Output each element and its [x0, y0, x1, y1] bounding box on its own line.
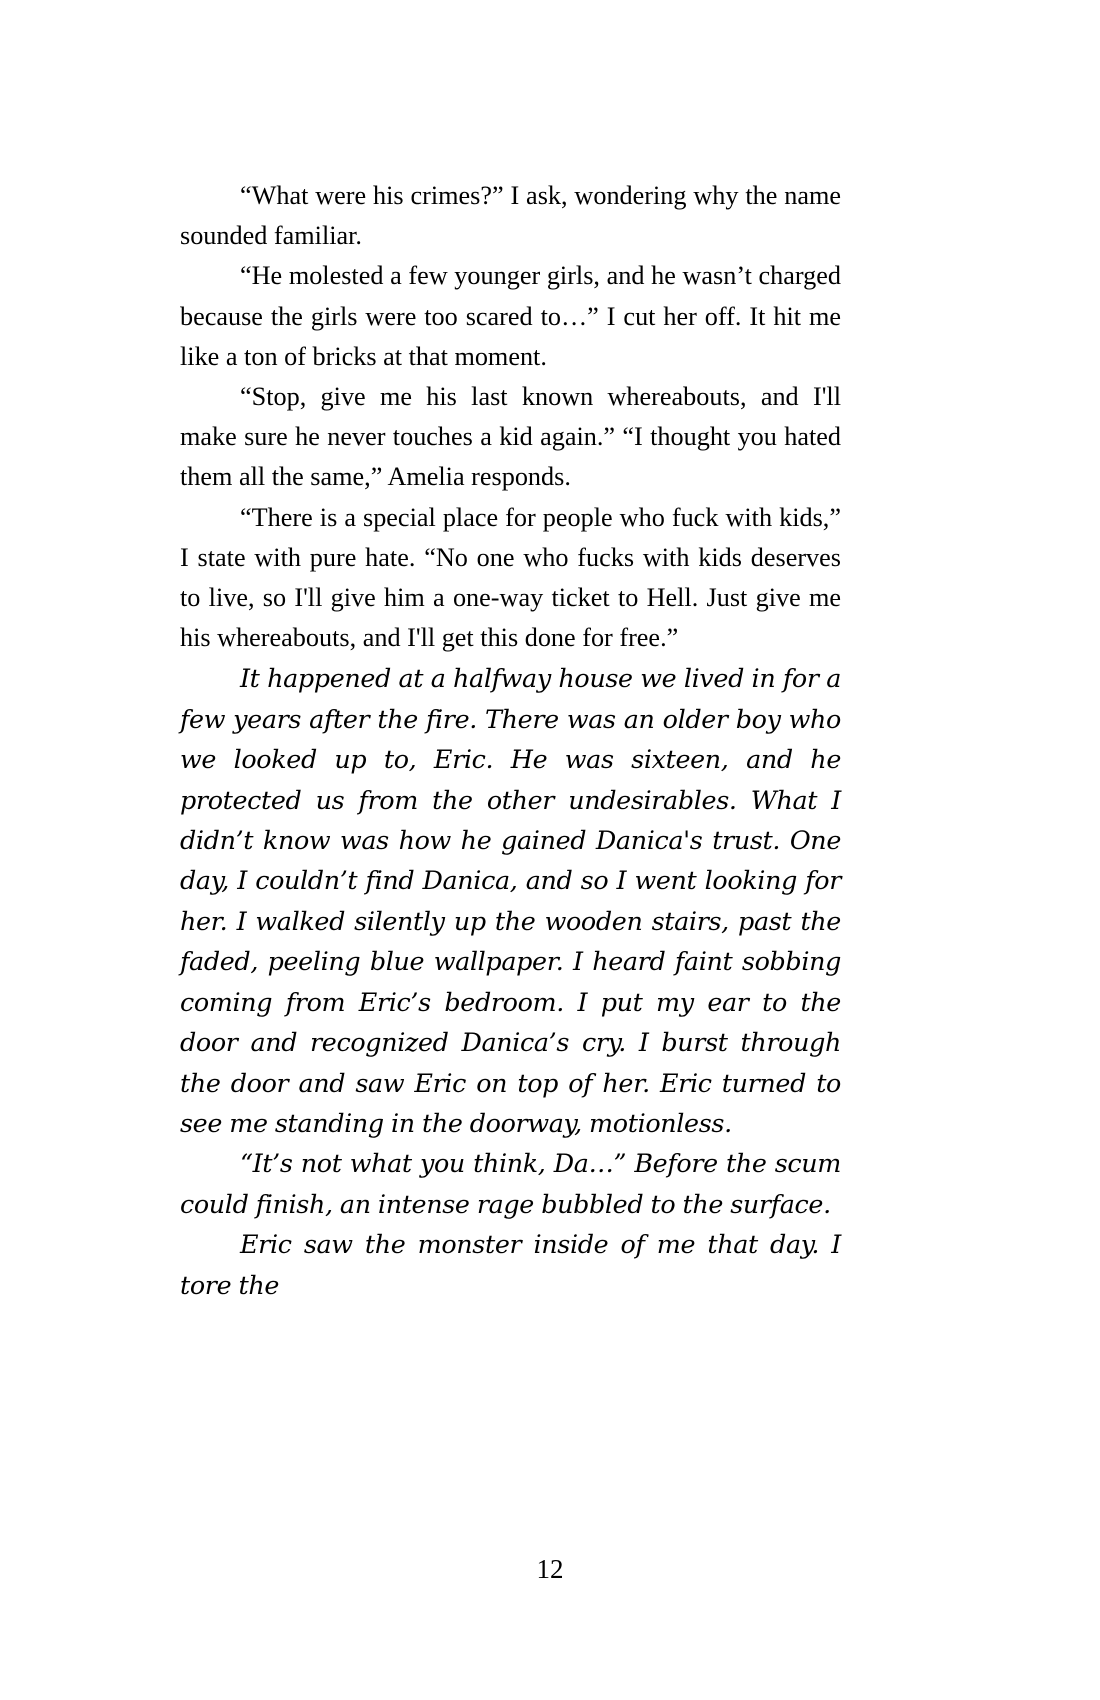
paragraph-1: “What were his crimes?” I ask, wondering why the name sounded familiar.: [180, 181, 841, 251]
paragraph-4: “There is a special place for people who fuck with kids,” I state with pure hate. “No one who fucks with kids deserves to live, so I'll give him a one-way ticket to Hell. Just give me his whereabouts, and I'll get this done for free.”: [180, 502, 841, 653]
paragraph-2: “He molested a few younger girls, and he wasn’t charged because the girls were too scared to…” I cut her off. It hit me like a ton of bricks at that moment.: [180, 261, 841, 371]
paragraph-7-flashback: Eric saw the monster inside of me that day. I tore the: [180, 1229, 841, 1300]
paragraph-6-flashback: “It’s not what you think, Da…” Before the scum could finish, an intense rage bubbled to the surface.: [180, 1148, 841, 1219]
page-text-block: [180, 176, 841, 1305]
paragraph-3: “Stop, give me his last known whereabouts, and I'll make sure he never touches a kid again.” “I thought you hated them all the same,” Amelia responds.: [180, 382, 841, 492]
paragraph-5-flashback: It happened at a halfway house we lived in for a few years after the fire. There was an older boy who we looked up to, Eric. He was sixteen, and he protected us from the other undesirables. What I didn’t know was how he gained Danica's trust. One day, I couldn’t find Danica, and so I went looking for her. I walked silently up the wooden stairs, past the faded, peeling blue wallpaper. I heard faint sobbing coming from Eric’s bedroom. I put my ear to the door and recognized Danica’s cry. I burst through the door and saw Eric on top of her. Eric turned to see me standing in the doorway, motionless.: [180, 663, 841, 1138]
page-number: 12: [536, 1554, 564, 1584]
